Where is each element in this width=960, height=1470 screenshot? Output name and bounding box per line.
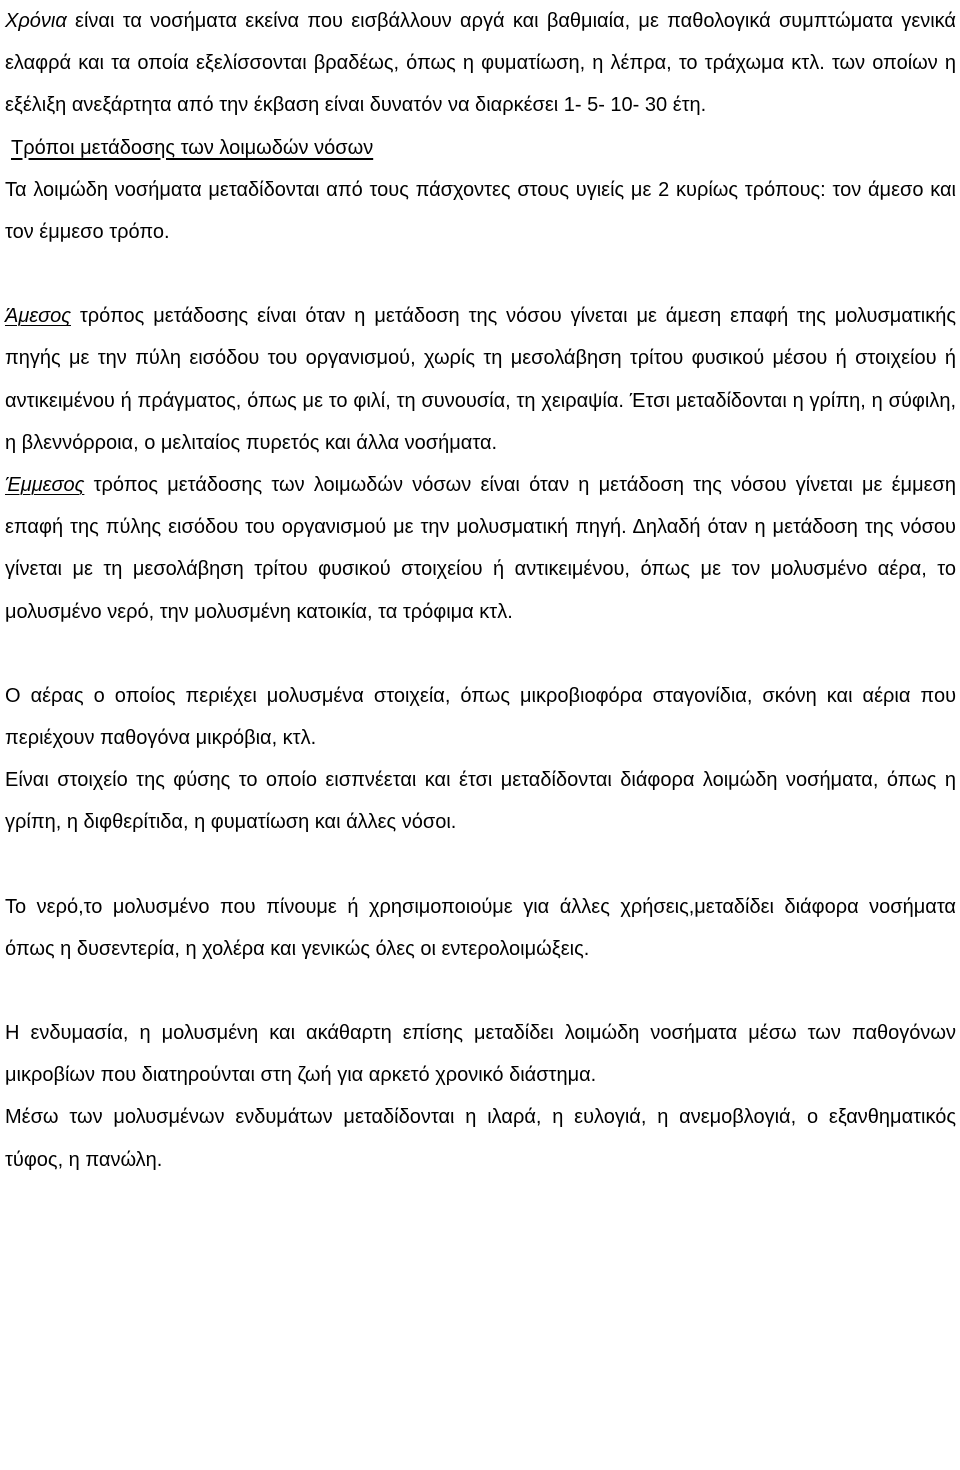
paragraph-transmission-intro: Τα λοιμώδη νοσήματα μεταδίδονται από τους πάσχοντες στους υγιείς με 2 κυρίως τρόπους: τον άμεσο και τον έμμεσο τρόπο. — [5, 178, 956, 244]
term-chronic: Χρόνια — [5, 10, 67, 32]
paragraph-water: Το νερό,το μολυσμένο που πίνουμε ή χρησιμοποιούμε για άλλες χρήσεις,μεταδίδει διάφορα νοσήματα όπως η δυσεντερία, η χολέρα και γενικώς όλες οι εντερολοιμώξεις. — [5, 895, 956, 960]
paragraph-clothing: Η ενδυμασία, η μολυσμένη και ακάθαρτη επίσης μεταδίδει λοιμώδη νοσήματα μέσω των παθογόνων μικροβίων που διατηρούνται στη ζωή για αρκετό χρονικό διάστημα. — [5, 1022, 956, 1087]
paragraph-indirect-text: τρόπος μετάδοσης των λοιμωδών νόσων είναι όταν η μετάδοση της νόσου γίνεται με έμμεση επαφή της πύλης εισόδου του οργανισμού με την μολυσματική πηγή. Δηλαδή όταν η μετάδοση της νόσου γίνεται με τη μεσολάβηση τρίτου φυσικού στοιχείου ή αντικειμένου, όπως με τον μολυσμένο αέρα, το μολυσμένο νερό, την μολυσμένη κατοικία, τα τρόφιμα κτλ. — [5, 474, 956, 623]
paragraph-clothing-diseases: Μέσω των μολυσμένων ενδυμάτων μεταδίδονται η ιλαρά, η ευλογιά, η ανεμοβλογιά, ο εξανθηματικός τύφος, η πανώλη. — [5, 1106, 956, 1171]
paragraph-direct-text: τρόπος μετάδοσης είναι όταν η μετάδοση της νόσου γίνεται με άμεση επαφή της μολυσματικής πηγής με την πύλη εισόδου του οργανισμού, χωρίς τη μεσολάβηση τρίτου φυσικού μέσου ή στοιχείου ή αντικειμένου ή πράγματος, όπως με το φιλί, τη συνουσία, τη χειραψία. Έτσι μεταδίδονται η γρίπη, η σύφιλη, η βλεννόρροια, ο μελιταίος πυρετός και άλλα νοσήματα. — [5, 305, 956, 454]
paragraph-chronic-diseases — [5, 0, 956, 127]
section-heading: Τρόποι μετάδοσης των λοιμωδών νόσων — [11, 136, 374, 159]
document-page — [5, 0, 956, 1181]
term-direct: Άμεσος — [5, 305, 71, 328]
paragraph-direct-transmission — [5, 295, 956, 464]
paragraph-air-element: Είναι στοιχείο της φύσης το οποίο εισπνέεται και έτσι μεταδίδονται διάφορα λοιμώδη νοσήματα, όπως η γρίπη, η διφθερίτιδα, η φυματίωση και άλλες νόσοι. — [5, 769, 956, 834]
term-indirect: Έμμεσος — [5, 474, 85, 497]
paragraph-chronic-text: είναι τα νοσήματα εκείνα που εισβάλλουν αργά και βαθμιαία, με παθολογικά συμπτώματα γενικά ελαφρά και τα οποία εξελίσσονται βραδέως, όπως η φυματίωση, η λέπρα, το τράχωμα κτλ. των οποίων η εξέλιξη ανεξάρτητα από την έκβαση είναι δυνατόν να διαρκέσει 1- 5- 10- 30 έτη. — [5, 10, 956, 117]
paragraph-air: Ο αέρας ο οποίος περιέχει μολυσμένα στοιχεία, όπως μικροβιοφόρα σταγονίδια, σκόνη και αέρια που περιέχουν παθογόνα μικρόβια, κτλ. — [5, 684, 956, 750]
paragraph-indirect-transmission — [5, 464, 956, 633]
